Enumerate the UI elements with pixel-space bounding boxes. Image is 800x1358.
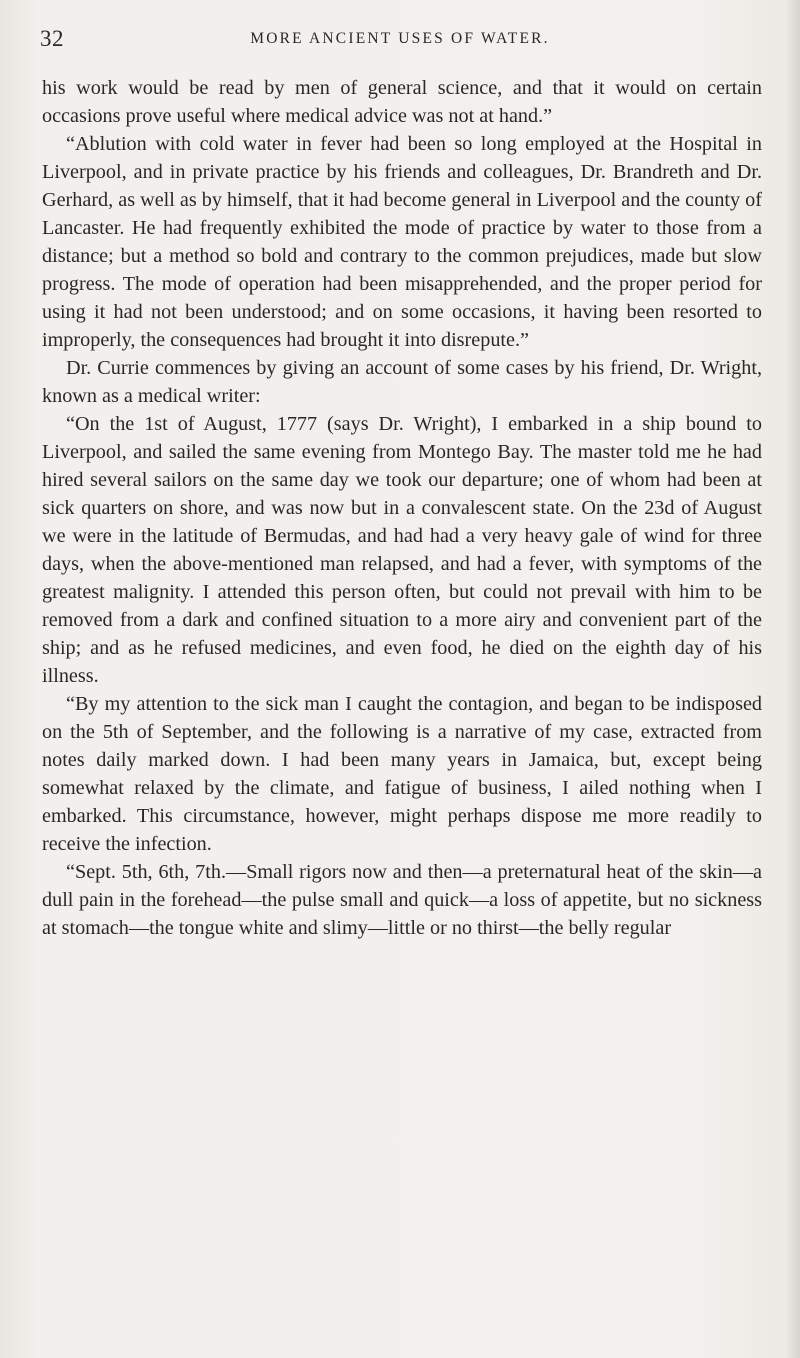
paragraph-contagion: “By my attention to the sick man I caught the contagion, and began to be indisposed on the 5th of September, and the following is a narrative of my case, extracted from notes daily marked down. I had been many years in Jamaica, but, except being somewhat relaxed by the climate, and fatigue of business, I ailed nothing when I embarked. This circumstance, however, might perhaps dispose me more readily to receive the infection. [42,693,762,855]
page-header [40,26,760,56]
paragraph-currie: Dr. Currie commences by giving an account of some cases by his friend, Dr. Wright, known as a medical writer: [42,357,762,407]
paragraph-ablution: “Ablution with cold water in fever had been so long employed at the Hospital in Liverpool, and in private practice by his friends and colleagues, Dr. Brandreth and Dr. Gerhard, as well as by himself, that it had become general in Liverpool and the county of Lancaster. He had frequently exhibited the mode of practice by water to those from a distance; but a method so bold and contrary to the common prejudices, made but slow progress. The mode of operation had been misapprehended, and the proper period for using it had not been understood; and on some occasions, it having been resorted to improperly, the consequences had brought it into disrepute.” [42,133,762,351]
body-text [42,74,762,942]
paragraph-symptoms: “Sept. 5th, 6th, 7th.—Small rigors now and then—a preternatural heat of the skin—a dull pain in the forehead—the pulse small and quick—a loss of appetite, but no sickness at stomach—the tongue white and slimy—little or no thirst—the belly regular [42,861,762,939]
page-number: 32 [40,26,64,51]
running-head: MORE ANCIENT USES OF WATER. [250,30,550,47]
paragraph-voyage: “On the 1st of August, 1777 (says Dr. Wright), I embarked in a ship bound to Liverpool, and sailed the same evening from Montego Bay. The master told me he had hired several sailors on the same day we took our departure; one of whom had been at sick quarters on shore, and was now but in a convalescent state. On the 23d of August we were in the latitude of Bermudas, and had had a very heavy gale of wind for three days, when the above-mentioned man relapsed, and had a fever, with symptoms of the greatest malignity. I attended this person often, but could not prevail with him to be removed from a dark and confined situation to a more airy and convenient part of the ship; and as he refused medicines, and even food, he died on the eighth day of his illness. [42,413,762,687]
page-edge-shadow [786,0,800,1358]
paragraph-continuation: his work would be read by men of general science, and that it would on certain occasions prove useful where medical advice was not at hand.” [42,77,762,127]
